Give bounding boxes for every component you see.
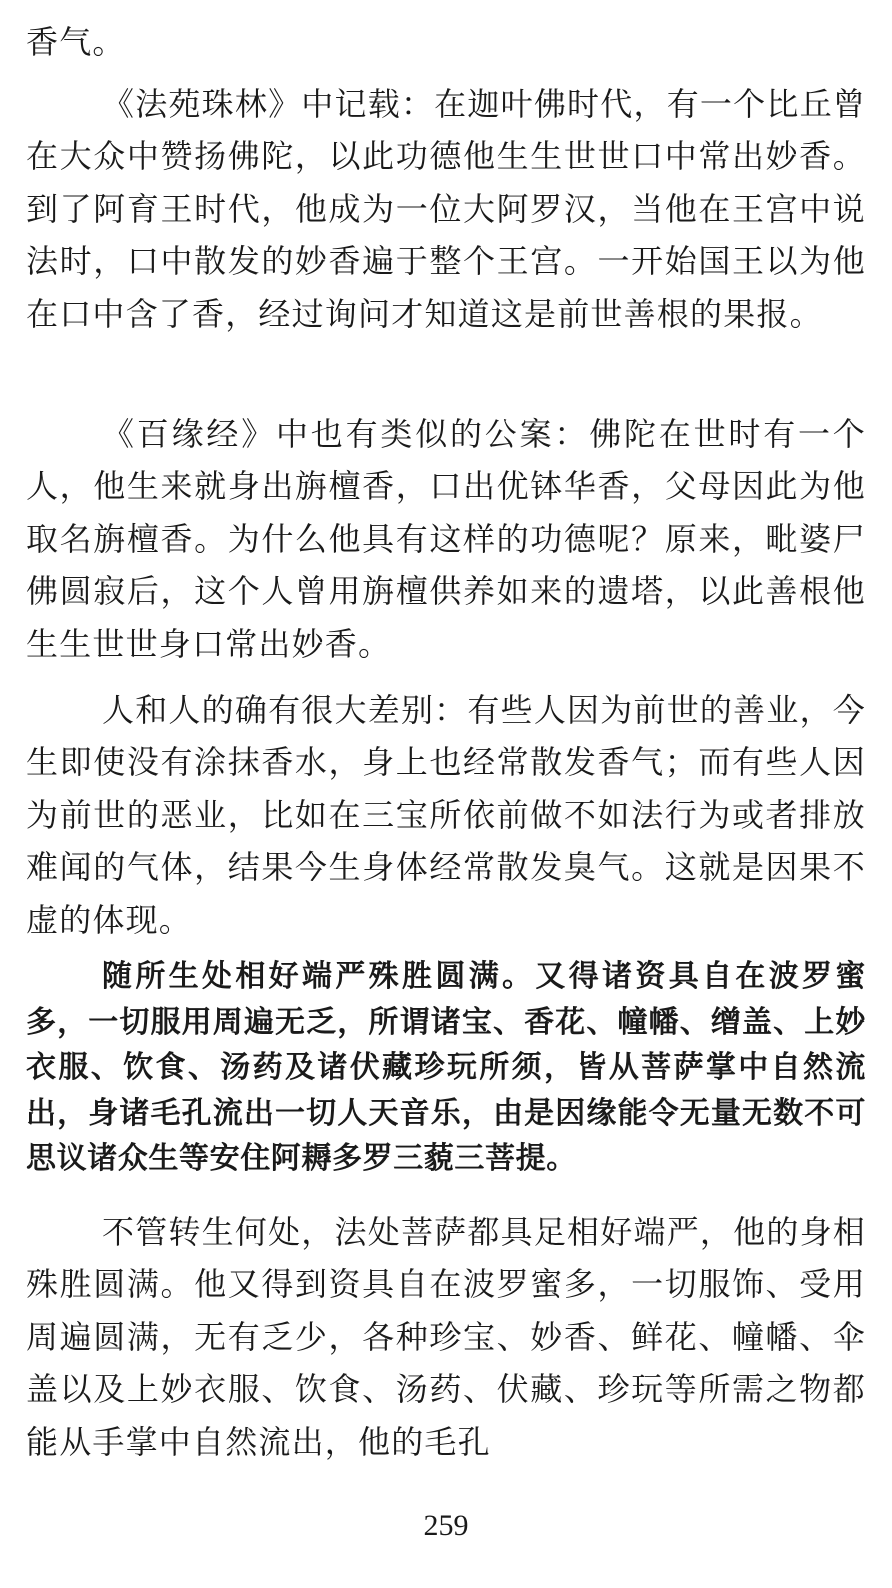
paragraph-explanation: 不管转生何处，法处菩萨都具足相好端严，他的身相殊胜圆满。他又得到资具自在波罗蜜多，一切服饰、受用周遍圆满，无有乏少，各种珍宝、妙香、鲜花、幢幡、伞盖以及上妙衣服、饮食、汤药、伏藏、珍玩等所需之物都能从手掌中自然流出，他的毛孔 bbox=[26, 1213, 866, 1461]
paragraph-commentary: 人和人的确有很大差别：有些人因为前世的善业，今生即使没有涂抹香水，身上也经常散发香气；而有些人因为前世的恶业，比如在三宝所依前做不如法行为或者排放难闻的气体，结果今生身体经常散发臭气。这就是因果不虚的体现。 bbox=[26, 691, 866, 939]
paragraph-fayuan-zhulin: 《法苑珠林》中记载：在迦叶佛时代，有一个比丘曾在大众中赞扬佛陀，以此功德他生生世世口中常出妙香。到了阿育王时代，他成为一位大阿罗汉，当他在王宫中说法时，口中散发的妙香遍于整个王宫。一开始国王以为他在口中含了香，经过询问才知道这是前世善根的果报。 bbox=[26, 85, 866, 333]
page-number: 259 bbox=[423, 1509, 469, 1542]
paragraph-sutra-quote: 随所生处相好端严殊胜圆满。又得诸资具自在波罗蜜多，一切服用周遍无乏，所谓诸宝、香花、幢幡、缯盖、上妙衣服、饮食、汤药及诸伏藏珍玩所须，皆从菩萨掌中自然流出，身诸毛孔流出一切人天音乐，由是因缘能令无量无数不可思议诸众生等安住阿耨多罗三藐三菩提。 bbox=[26, 959, 866, 1176]
paragraph-continuation: 香气。 bbox=[26, 23, 126, 61]
paragraph-baiyuan-jing: 《百缘经》中也有类似的公案：佛陀在世时有一个人，他生来就身出旃檀香，口出优钵华香，父母因此为他取名旃檀香。为什么他具有这样的功德呢？原来，毗婆尸佛圆寂后，这个人曾用旃檀供养如来的遗塔，以此善根他生生世世身口常出妙香。 bbox=[26, 415, 866, 663]
